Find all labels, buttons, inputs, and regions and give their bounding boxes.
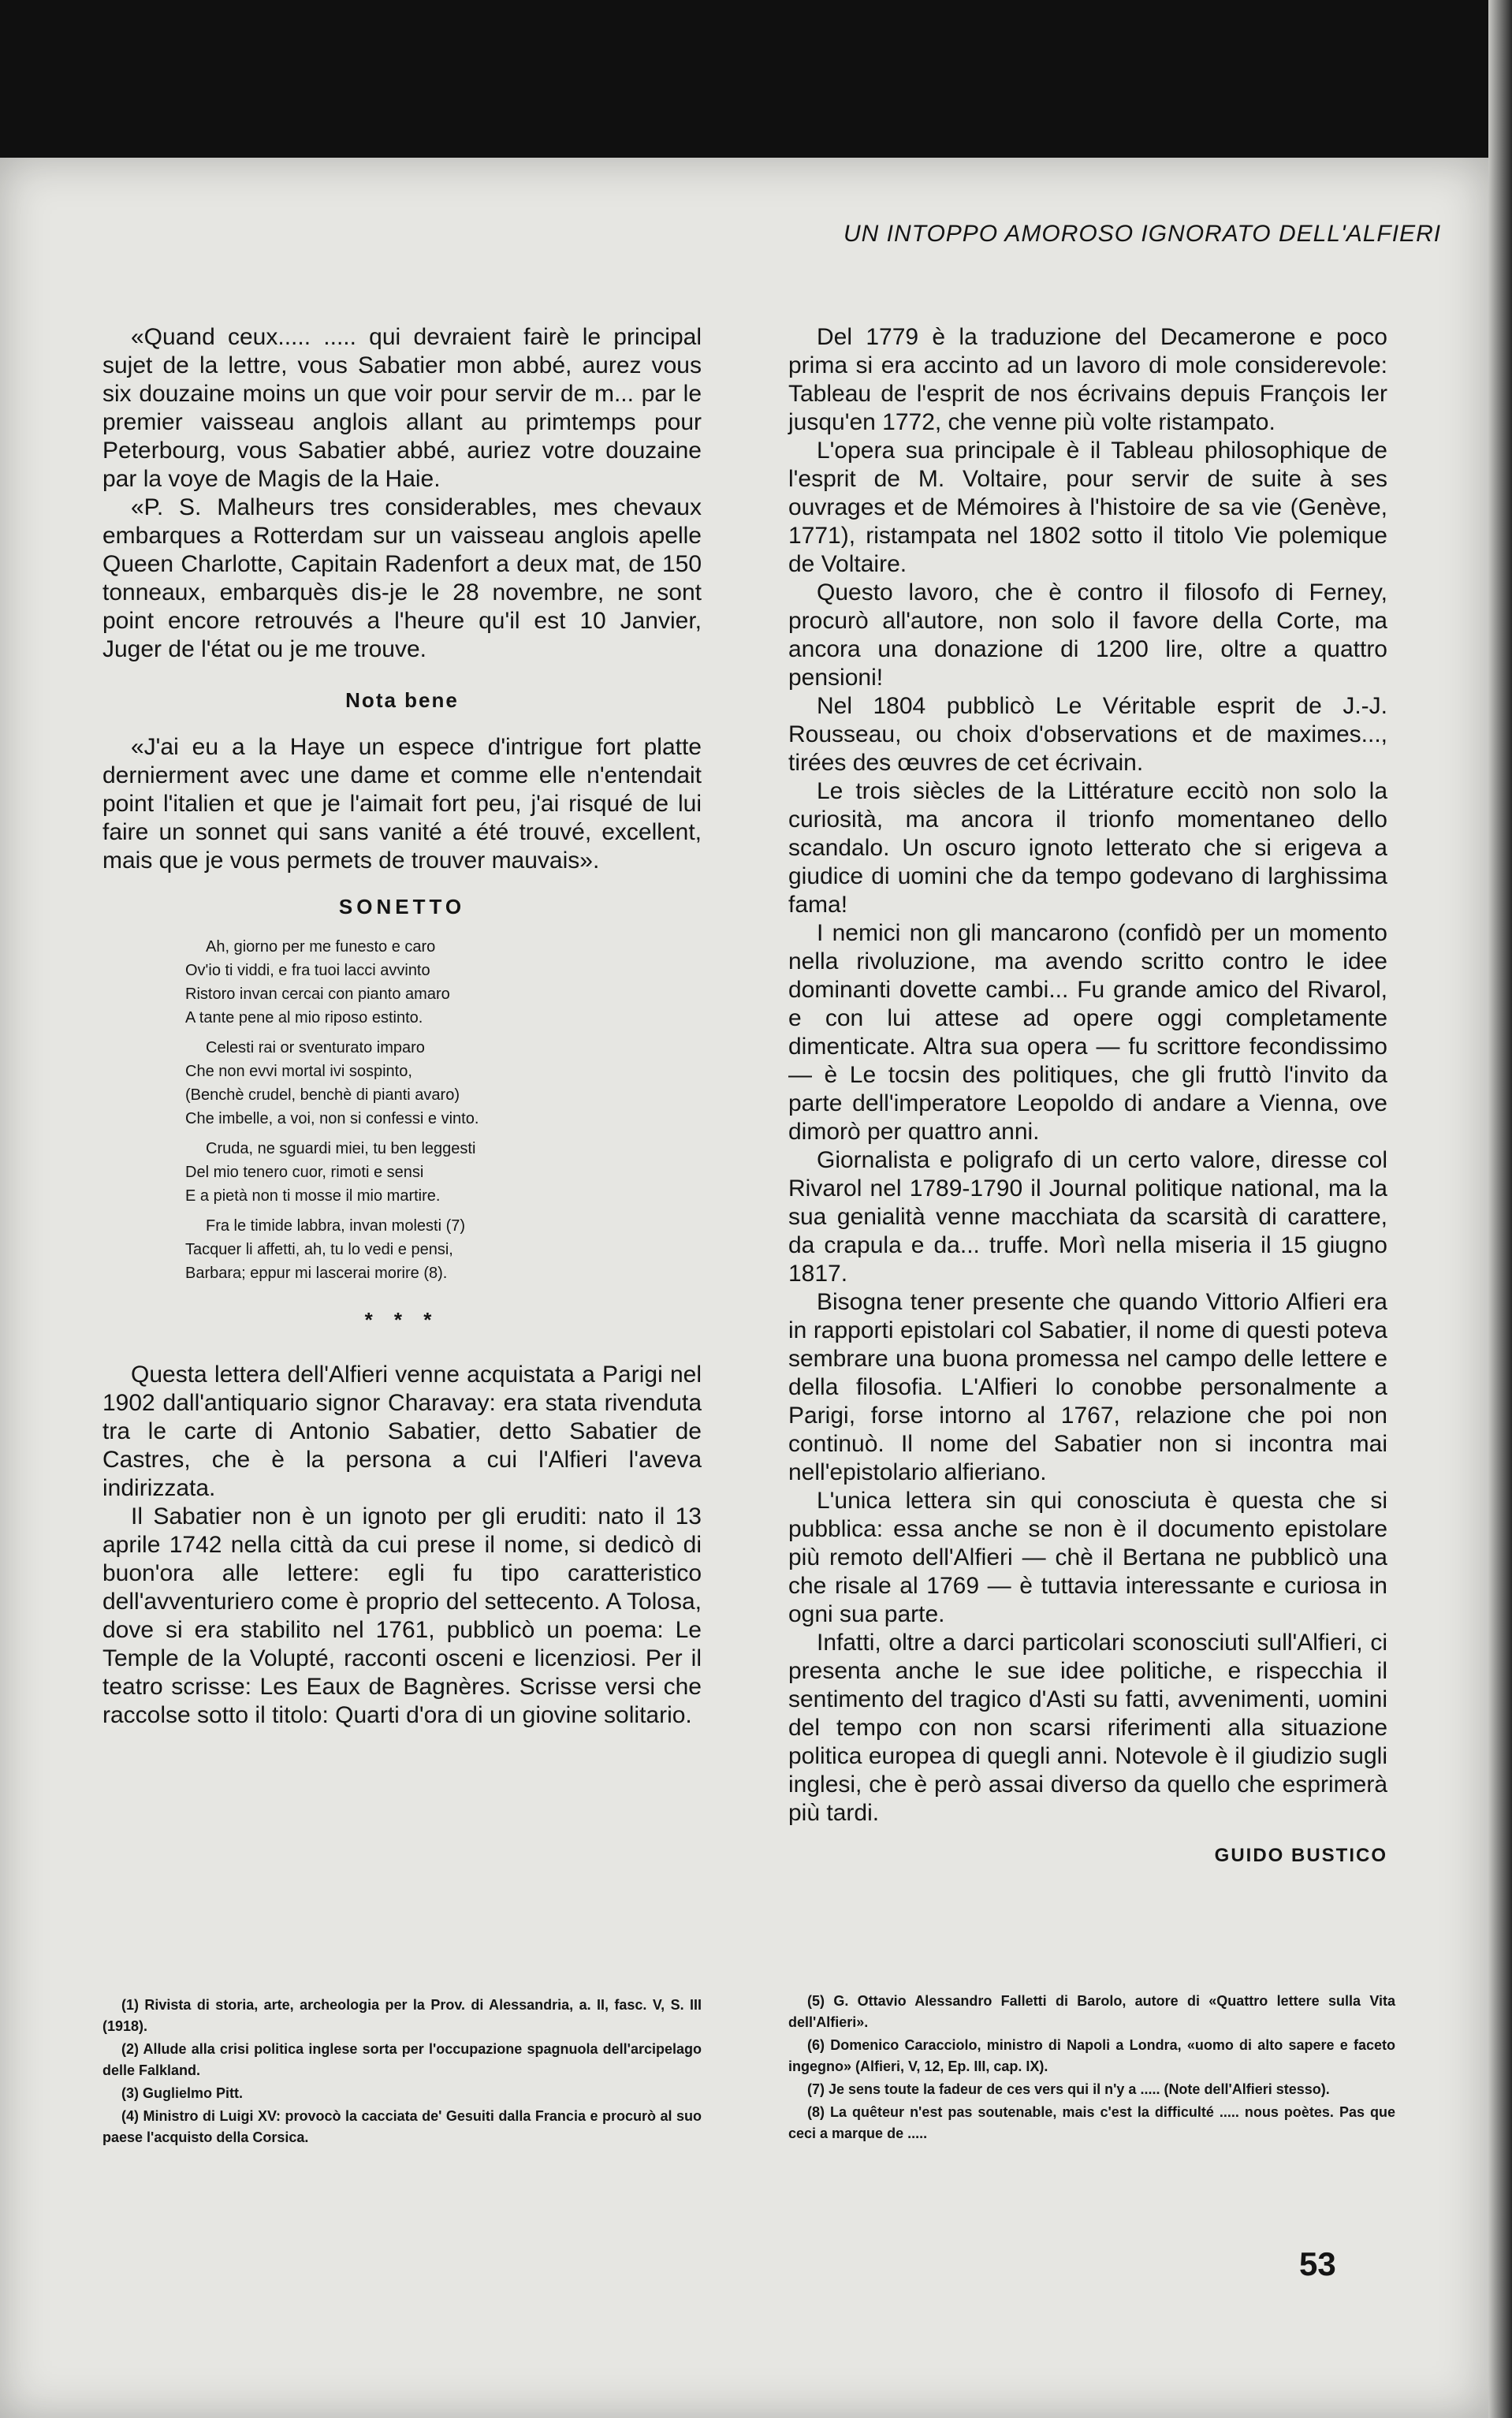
sonnet-line: Ov'io ti viddi, e fra tuoi lacci avvinto: [185, 962, 430, 979]
sonnet-stanza: [185, 1036, 702, 1131]
footnote: (3) Guglielmo Pitt.: [121, 2085, 244, 2101]
sonnet-line: Che imbelle, a voi, non si confessi e vinto.: [185, 1110, 479, 1127]
letter-paragraph: «Quand ceux..... ..... qui devraient fairè le principal sujet de la lettre, vous Sabatier mon abbé, aurez vous six douzaine moins un que voir pour servir de m... par le premier vaisseau anglois allant au primtemps pour Peterbourg, vous Sabatier abbé, auriez votre douzaine par la voye de Magis de la Haie.: [102, 324, 702, 492]
sonetto-heading: SONETTO: [338, 895, 466, 918]
body-paragraph: Le trois siècles de la Littérature eccitò non solo la curiosità, ma ancora il trionfo momentaneo dello scandalo. Un oscuro ignoto letterato che si erigeva a giudice di uomini che da tempo godevano di larghissima fama!: [788, 778, 1387, 918]
footnotes-left: [102, 1995, 702, 2150]
footnote: (4) Ministro di Luigi XV: provocò la cacciata de' Gesuiti dalla Francia e procurò al suo paese l'acquisto della Corsica.: [102, 2108, 702, 2145]
letter-postscript: «P. S. Malheurs tres considerables, mes chevaux embarques a Rotterdam sur un vaisseau anglois apelle Queen Charlotte, Capitain Radenfort a deux mat, de 150 tonneaux, embarquès dis-je le 28 novembre, ne sont point encore retrouvés a l'heure qu'il est 10 Janvier, Juger de l'état ou je me trouve.: [102, 494, 702, 662]
sonnet-line: Ristoro invan cercai con pianto amaro: [185, 985, 450, 1003]
sonnet-line: Fra le timide labbra, invan molesti (7): [206, 1217, 466, 1235]
body-paragraph: Il Sabatier non è un ignoto per gli eruditi: nato il 13 aprile 1742 nella città da cui prese il nome, si dedicò di buon'ora alle lettere: egli fu tipo caratteristico dell'avventuriero come è proprio del settecento. A Tolosa, dove si era stabilito nel 1761, pubblicò un poema: Le Temple de la Volupté, racconti osceni e licenziosi. Per il teatro scrisse: Les Eaux de Bagnères. Scrisse versi che raccolse sotto il titolo: Quarti d'ora di un giovine solitario.: [102, 1503, 702, 1728]
sonnet-line: Che non evvi mortal ivi sospinto,: [185, 1063, 412, 1080]
sonnet-stanza: [185, 1137, 702, 1208]
footnote: (2) Allude alla crisi politica inglese sorta per l'occupazione spagnuola dell'arcipelago delle Falkland.: [102, 2041, 702, 2078]
body-paragraph: Del 1779 è la traduzione del Decamerone e poco prima si era accinto ad un lavoro di mole considerevole: Tableau de l'esprit de nos écrivains depuis François Ier jusqu'en 1772, che venne più volte ristampato.: [788, 324, 1387, 435]
left-column: [102, 323, 702, 1730]
sonnet-line: Cruda, ne sguardi miei, tu ben leggesti: [206, 1140, 476, 1157]
body-paragraph: I nemici non gli mancarono (confidò per un momento nella rivoluzione, ma avendo scritto contro le idee dominanti dovette cambi... Fu grande amico del Rivarol, e con lui attese ad opere oggi completamente dimenticate. Altra sua opera — fu scrittore fecondissimo — è Le tocsin des politiques, che gli fruttò l'invito da parte dell'imperatore Leopoldo di andare a Vienna, ove dimorò per quattro anni.: [788, 920, 1387, 1145]
sonnet-line: A tante pene al mio riposo estinto.: [185, 1009, 423, 1026]
body-paragraph: L'unica lettera sin qui conosciuta è questa che si pubblica: essa anche se non è il documento epistolare più remoto dell'Alfieri — chè il Bertana ne pubblicò una che risale al 1769 — è tuttavia interessante e curiosa in ogni sua parte.: [788, 1488, 1387, 1627]
sonnet-stanza: [185, 935, 702, 1030]
body-paragraph: L'opera sua principale è il Tableau philosophique de l'esprit de M. Voltaire, pour servir de suite à ses ouvrages et de Mémoires à l'histoire de sa vie (Genève, 1771), ristampata nel 1802 sotto il titolo Vie polemique de Voltaire.: [788, 438, 1387, 577]
page-number: 53: [1299, 2245, 1336, 2282]
sonnet-line: (Benchè crudel, benchè di pianti avaro): [185, 1086, 460, 1104]
footnotes-right: [788, 1991, 1395, 2146]
sonnet-line: Del mio tenero cuor, rimoti e sensi: [185, 1164, 424, 1181]
author-signature: GUIDO BUSTICO: [1214, 1845, 1387, 1866]
body-paragraph: Infatti, oltre a darci particolari sconosciuti sull'Alfieri, ci presenta anche le sue idee politiche, e rispecchia il sentimento del tragico d'Asti su fatti, avvenimenti, uomini del tempo con non scarsi riferimenti alla situazione politica europea di quegli anni. Notevole è il giudizio sugli inglesi, che è però assai diverso da quello che esprimerà più tardi.: [788, 1630, 1387, 1826]
footnote: (6) Domenico Caracciolo, ministro di Napoli a Londra, «uomo di alto sapere e faceto ingegno» (Alfieri, V, 12, Ep. III, cap. IX).: [788, 2037, 1395, 2074]
running-head: UN INTOPPO AMOROSO IGNORATO DELL'ALFIERI: [844, 221, 1442, 247]
sonnet-line: E a pietà non ti mosse il mio martire.: [185, 1187, 441, 1205]
footnote: (8) La quêteur n'est pas soutenable, mais c'est la difficulté ..... nous poètes. Pas que ceci a marque de .....: [788, 2104, 1395, 2141]
footnote: (7) Je sens toute la fadeur de ces vers qui il n'y a ..... (Note dell'Alfieri stesso).: [807, 2081, 1330, 2097]
sonnet: [185, 935, 702, 1285]
body-paragraph: Giornalista e poligrafo di un certo valore, diresse col Rivarol nel 1789-1790 il Journal politique national, ma la sua genialità venne macchiata da scarsità di carattere, da crapula e da... truffe. Morì nella miseria il 15 giugno 1817.: [788, 1147, 1387, 1287]
sonnet-line: Barbara; eppur mi lascerai morire (8).: [185, 1265, 448, 1282]
sonnet-line: Ah, giorno per me funesto e caro: [206, 938, 436, 956]
footnote: (1) Rivista di storia, arte, archeologia per la Prov. di Alessandria, a. II, fasc. V, S. III (1918).: [102, 1997, 702, 2034]
nota-bene-heading: Nota bene: [345, 688, 459, 712]
body-paragraph: Questo lavoro, che è contro il filosofo di Ferney, procurò all'autore, non solo il favore della Corte, ma ancora una donazione di 1200 lire, oltre a quattro pensioni!: [788, 579, 1387, 691]
body-paragraph: Nel 1804 pubblicò Le Véritable esprit de J.-J. Rousseau, ou choix d'observations et de maximes..., tirées des œuvres de cet écrivain.: [788, 693, 1387, 776]
nota-bene-paragraph: «J'ai eu a la Haye un espece d'intrigue fort platte dernierment avec une dame et comme elle n'entendait point l'italien et que je l'aimait fort peu, j'ai risqué de lui faire un sonnet qui sans vanité a été trouvé, excellent, mais que je vous permets de trouver mauvais».: [102, 734, 702, 874]
right-column: [788, 323, 1387, 1870]
sonnet-line: Celesti rai or sventurato imparo: [206, 1039, 425, 1056]
body-paragraph: Questa lettera dell'Alfieri venne acquistata a Parigi nel 1902 dall'antiquario signor Charavay: era stata rivenduta tra le carte di Antonio Sabatier, detto Sabatier de Castres, che è la persona a cui l'Alfieri l'aveva indirizzata.: [102, 1362, 702, 1501]
sonnet-stanza: [185, 1214, 702, 1285]
page-edge-shadow: [1488, 0, 1512, 2418]
body-paragraph: Bisogna tener presente che quando Vittorio Alfieri era in rapporti epistolari col Sabatier, il nome di questi poteva sembrare una buona promessa nel campo delle lettere e della filosofia. L'Alfieri lo conobbe personalmente a Parigi, forse intorno al 1767, relazione che poi non continuò. Il nome del Sabatier non si incontra mai nell'epistolario alfieriano.: [788, 1289, 1387, 1485]
section-separator: * * *: [364, 1308, 440, 1332]
footnote: (5) G. Ottavio Alessandro Falletti di Barolo, autore di «Quattro lettere sulla Vita dell'Alfieri».: [788, 1993, 1395, 2030]
sonnet-line: Tacquer li affetti, ah, tu lo vedi e pensi,: [185, 1241, 453, 1258]
